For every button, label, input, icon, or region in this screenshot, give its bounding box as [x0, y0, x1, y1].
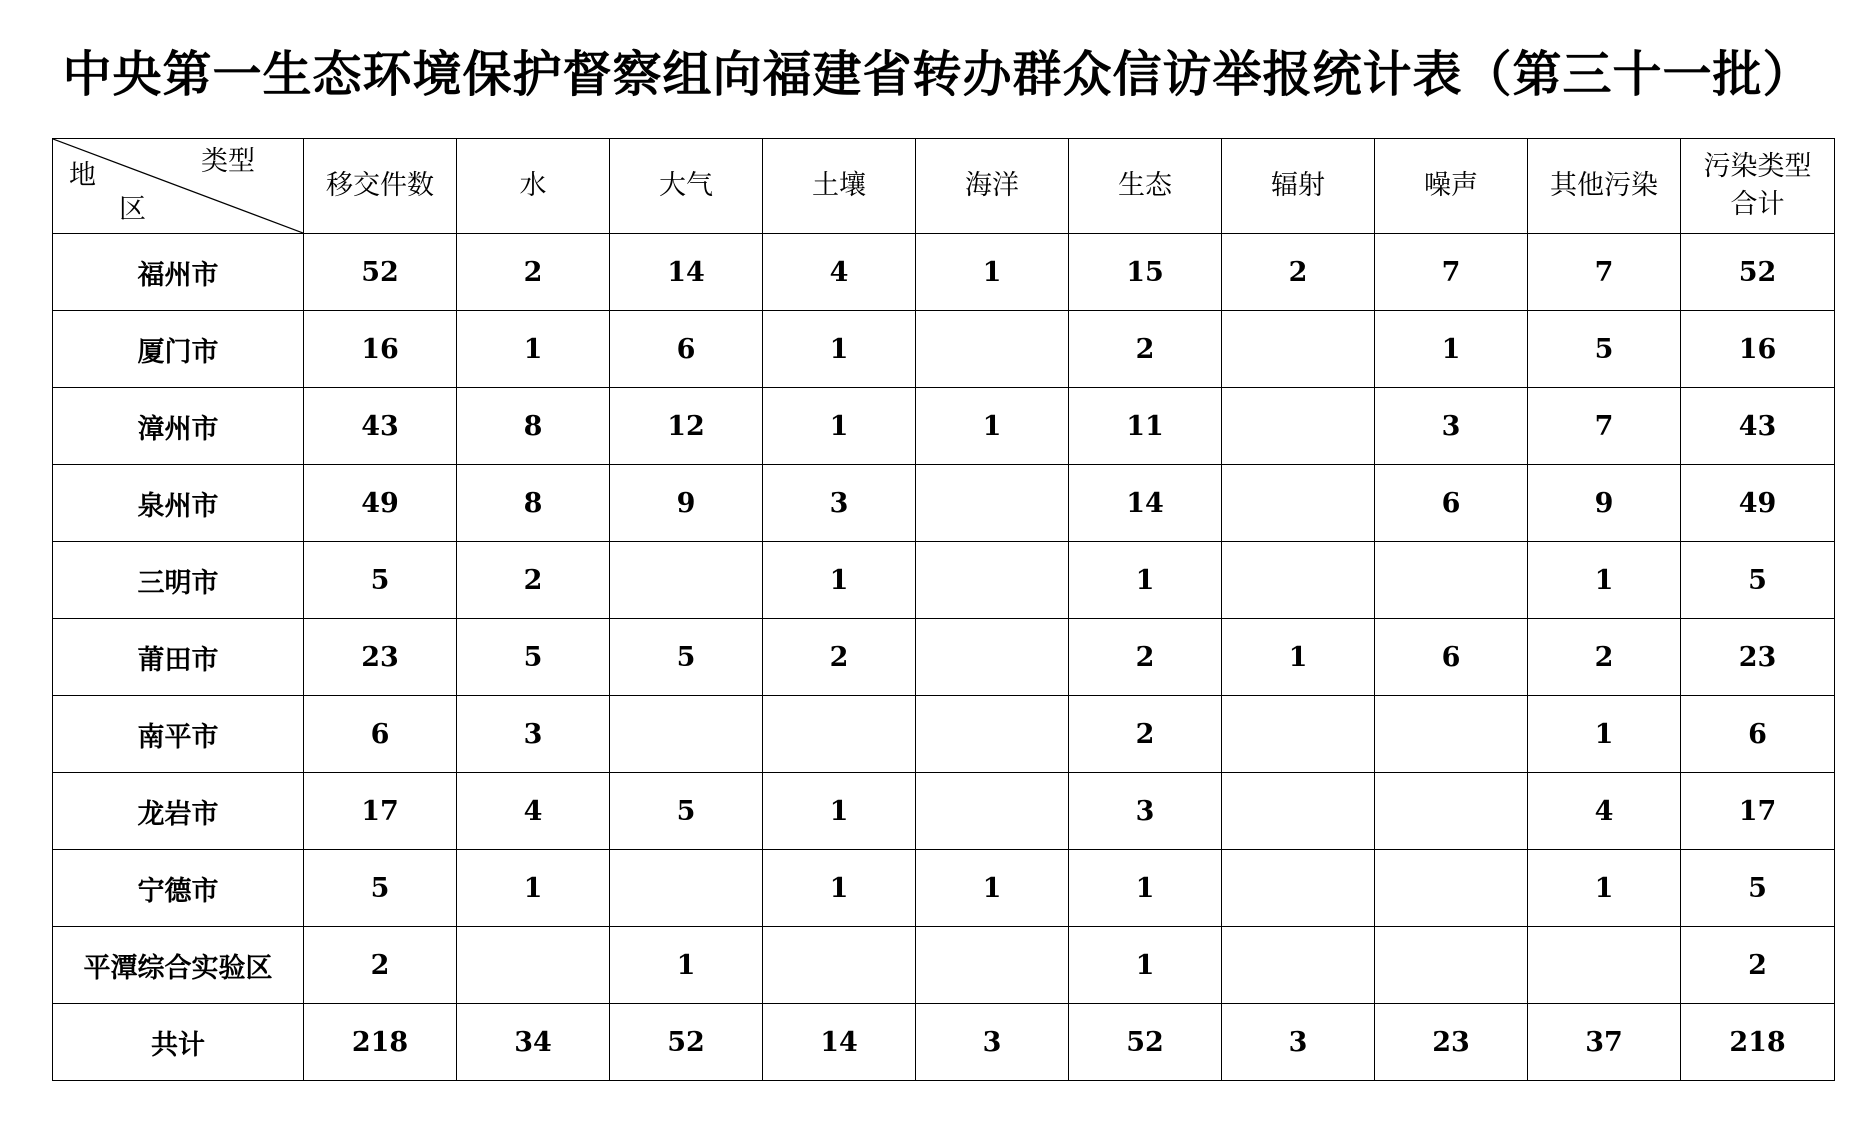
column-header: 生态 — [1069, 139, 1222, 234]
value-cell: 1 — [1222, 619, 1375, 696]
value-cell — [1375, 773, 1528, 850]
value-cell: 218 — [1681, 1004, 1835, 1081]
value-cell — [1222, 311, 1375, 388]
value-cell: 17 — [304, 773, 457, 850]
value-cell: 1 — [1375, 311, 1528, 388]
value-cell: 5 — [1528, 311, 1681, 388]
value-cell: 5 — [304, 850, 457, 927]
value-cell — [916, 542, 1069, 619]
column-header: 其他污染 — [1528, 139, 1681, 234]
value-cell — [610, 696, 763, 773]
value-cell: 1 — [763, 773, 916, 850]
table-row — [53, 542, 1835, 619]
value-cell: 4 — [1528, 773, 1681, 850]
value-cell: 7 — [1375, 234, 1528, 311]
value-cell: 5 — [1681, 850, 1835, 927]
value-cell: 6 — [1375, 465, 1528, 542]
value-cell: 52 — [1069, 1004, 1222, 1081]
column-header: 移交件数 — [304, 139, 457, 234]
value-cell: 1 — [1528, 542, 1681, 619]
column-header: 辐射 — [1222, 139, 1375, 234]
table-row — [53, 773, 1835, 850]
value-cell: 3 — [763, 465, 916, 542]
total-row — [53, 1004, 1835, 1081]
value-cell: 1 — [610, 927, 763, 1004]
value-cell: 14 — [1069, 465, 1222, 542]
value-cell: 37 — [1528, 1004, 1681, 1081]
value-cell: 16 — [304, 311, 457, 388]
value-cell: 2 — [1069, 311, 1222, 388]
value-cell: 5 — [304, 542, 457, 619]
value-cell: 23 — [1681, 619, 1835, 696]
value-cell: 6 — [1375, 619, 1528, 696]
column-header: 噪声 — [1375, 139, 1528, 234]
value-cell: 2 — [1069, 696, 1222, 773]
value-cell — [610, 850, 763, 927]
value-cell — [916, 696, 1069, 773]
value-cell: 1 — [1069, 927, 1222, 1004]
value-cell: 8 — [457, 465, 610, 542]
region-cell: 共计 — [53, 1004, 304, 1081]
value-cell: 52 — [610, 1004, 763, 1081]
value-cell — [1222, 773, 1375, 850]
value-cell: 3 — [1069, 773, 1222, 850]
value-cell: 43 — [1681, 388, 1835, 465]
column-header: 大气 — [610, 139, 763, 234]
value-cell: 3 — [1222, 1004, 1375, 1081]
value-cell — [1528, 927, 1681, 1004]
value-cell: 7 — [1528, 388, 1681, 465]
value-cell — [1375, 850, 1528, 927]
value-cell — [763, 927, 916, 1004]
value-cell — [1222, 927, 1375, 1004]
value-cell: 6 — [610, 311, 763, 388]
value-cell: 1 — [457, 311, 610, 388]
value-cell: 23 — [304, 619, 457, 696]
value-cell: 49 — [304, 465, 457, 542]
value-cell: 11 — [1069, 388, 1222, 465]
value-cell: 17 — [1681, 773, 1835, 850]
value-cell: 1 — [916, 850, 1069, 927]
value-cell — [916, 465, 1069, 542]
table-row — [53, 619, 1835, 696]
table-row — [53, 234, 1835, 311]
value-cell: 14 — [610, 234, 763, 311]
corner-type-label: 类型 — [201, 146, 255, 177]
region-cell: 漳州市 — [53, 388, 304, 465]
statistics-table — [52, 138, 1835, 1081]
value-cell: 3 — [457, 696, 610, 773]
value-cell: 3 — [916, 1004, 1069, 1081]
value-cell: 9 — [1528, 465, 1681, 542]
value-cell — [916, 927, 1069, 1004]
value-cell: 5 — [457, 619, 610, 696]
value-cell: 1 — [1528, 696, 1681, 773]
value-cell: 6 — [1681, 696, 1835, 773]
value-cell: 1 — [1528, 850, 1681, 927]
value-cell: 6 — [304, 696, 457, 773]
value-cell: 8 — [457, 388, 610, 465]
value-cell — [916, 619, 1069, 696]
value-cell: 9 — [610, 465, 763, 542]
value-cell: 1 — [763, 542, 916, 619]
table-row — [53, 388, 1835, 465]
value-cell: 52 — [1681, 234, 1835, 311]
value-cell — [1222, 542, 1375, 619]
value-cell — [916, 311, 1069, 388]
value-cell: 5 — [610, 619, 763, 696]
value-cell: 5 — [610, 773, 763, 850]
table-row — [53, 465, 1835, 542]
value-cell — [1375, 696, 1528, 773]
value-cell: 1 — [763, 850, 916, 927]
value-cell: 1 — [916, 234, 1069, 311]
table-header-row — [53, 139, 1835, 234]
value-cell — [1222, 696, 1375, 773]
value-cell: 2 — [457, 234, 610, 311]
table-row — [53, 850, 1835, 927]
table-row — [53, 927, 1835, 1004]
region-cell: 泉州市 — [53, 465, 304, 542]
value-cell: 7 — [1528, 234, 1681, 311]
corner-header-cell — [53, 139, 304, 234]
value-cell: 2 — [1681, 927, 1835, 1004]
value-cell: 3 — [1375, 388, 1528, 465]
value-cell: 1 — [1069, 542, 1222, 619]
value-cell: 2 — [1222, 234, 1375, 311]
value-cell: 16 — [1681, 311, 1835, 388]
region-cell: 南平市 — [53, 696, 304, 773]
value-cell — [1222, 850, 1375, 927]
table-row — [53, 311, 1835, 388]
value-cell — [916, 773, 1069, 850]
value-cell: 1 — [916, 388, 1069, 465]
value-cell: 1 — [763, 311, 916, 388]
region-cell: 福州市 — [53, 234, 304, 311]
value-cell: 14 — [763, 1004, 916, 1081]
value-cell — [610, 542, 763, 619]
column-header: 水 — [457, 139, 610, 234]
value-cell: 15 — [1069, 234, 1222, 311]
value-cell: 4 — [763, 234, 916, 311]
value-cell: 52 — [304, 234, 457, 311]
value-cell — [1375, 542, 1528, 619]
value-cell: 1 — [457, 850, 610, 927]
value-cell — [1222, 388, 1375, 465]
value-cell — [763, 696, 916, 773]
region-cell: 厦门市 — [53, 311, 304, 388]
value-cell: 1 — [763, 388, 916, 465]
table-row — [53, 696, 1835, 773]
value-cell — [1375, 927, 1528, 1004]
region-cell: 莆田市 — [53, 619, 304, 696]
value-cell: 1 — [1069, 850, 1222, 927]
corner-region-label-1: 地 — [69, 160, 96, 191]
value-cell: 5 — [1681, 542, 1835, 619]
region-cell: 平潭综合实验区 — [53, 927, 304, 1004]
region-cell: 三明市 — [53, 542, 304, 619]
column-header: 污染类型合计 — [1681, 139, 1835, 234]
column-header: 土壤 — [763, 139, 916, 234]
value-cell: 2 — [763, 619, 916, 696]
value-cell — [1222, 465, 1375, 542]
value-cell: 43 — [304, 388, 457, 465]
value-cell: 218 — [304, 1004, 457, 1081]
value-cell: 4 — [457, 773, 610, 850]
value-cell: 49 — [1681, 465, 1835, 542]
table-body — [53, 234, 1835, 1081]
column-header: 海洋 — [916, 139, 1069, 234]
value-cell: 2 — [457, 542, 610, 619]
region-cell: 宁德市 — [53, 850, 304, 927]
document-title: 中央第一生态环境保护督察组向福建省转办群众信访举报统计表（第三十一批） — [62, 45, 1813, 103]
value-cell: 2 — [1528, 619, 1681, 696]
corner-region-label-2: 区 — [119, 194, 146, 225]
value-cell: 2 — [304, 927, 457, 1004]
region-cell: 龙岩市 — [53, 773, 304, 850]
value-cell: 34 — [457, 1004, 610, 1081]
value-cell: 12 — [610, 388, 763, 465]
value-cell: 23 — [1375, 1004, 1528, 1081]
value-cell: 2 — [1069, 619, 1222, 696]
value-cell — [457, 927, 610, 1004]
